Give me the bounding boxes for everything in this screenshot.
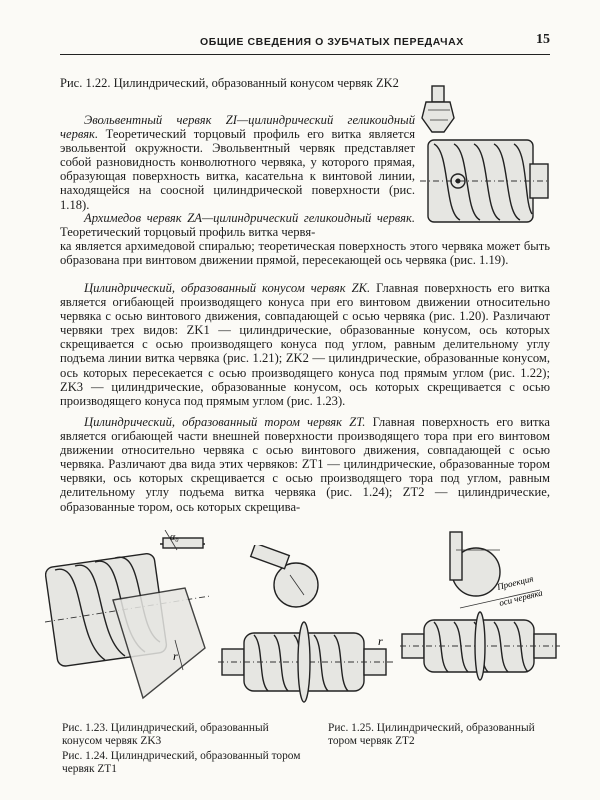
radius-symbol-1: r <box>173 649 178 663</box>
figure-caption-1-24: Рис. 1.24. Цилиндрический, образованный тором червяк ZT1 <box>62 750 301 775</box>
figure-1-25-illustration <box>400 530 560 695</box>
figure-1-22-illustration <box>420 82 550 232</box>
cone-tool-shape <box>422 86 454 132</box>
paragraph-involute-worm: Эвольвентный червяк ZI—цилиндрический геликоидный червяк. Теоретический торцовый профиль его витка является эвольвентой окружности. Эвольвентный червяк представляет собой разновидность конволютного червяка, у которого прямая, образующая поверхность витка, касательна к винтовой линии, находящейся на соосной цилиндрической поверхности (рис. 1.18). <box>60 113 415 212</box>
disk-tool-shape <box>113 530 205 698</box>
worm-body-shape <box>400 612 560 680</box>
worm-body-shape <box>218 622 393 702</box>
angle-symbol: α₀ <box>170 532 179 543</box>
figure-1-24-illustration <box>218 545 393 710</box>
torus-tool-shape <box>450 532 500 596</box>
paragraph-archimedean-worm-end: ка является архимедовой спиралью; теоретическая поверхность этого червяка может быть образована при винтовом движении прямой, пересекающей ось червяка (рис. 1.19). <box>60 239 550 268</box>
paragraph-torus-worm: Цилиндрический, образованный тором червяк ZT. Главная поверхность его витка является огибающей части внешней поверхности производящего тора при его винтовом движении относительно червяка с осью винтового движения, совпадающей с осью червяка. Различают два вида этих червяков: ZT1 — цилиндрические, образованные тором червяки, ось которых скрещивается с осью производящего тора под углом, равным делительному углу подъема витка червяка (рис. 1.24); ZT2 — цилиндрические, образованные тором, ось которых скрещива- <box>60 415 550 514</box>
page-number: 15 <box>536 32 550 47</box>
projection-label-2: оси червяка <box>498 587 544 608</box>
header-title: ОБЩИЕ СВЕДЕНИЯ О ЗУБЧАТЫХ ПЕРЕДАЧАХ <box>200 36 464 48</box>
running-header <box>60 34 550 55</box>
torus-tool-shape <box>251 545 318 607</box>
radius-symbol-2: r <box>378 634 383 648</box>
paragraph-cone-worm: Цилиндрический, образованный конусом червяк ZK. Главная поверхность его витка является огибающей производящего конуса при его винтовом движении относительно червяка с осью винтового движения, совпадающей с осью червяка (рис. 1.20). Различают червяки трех видов: ZK1 — цилиндрические, образованные конусом, ось которых скрещивается с осью производящего конуса под углом, равным делительному углу подъема линии витка червяка (рис. 1.21); ZK2 — цилиндрические, образованные конусом, ось которых пересекается с осью производящего конуса под прямым углом (рис. 1.22); ZK3 — цилиндрические, образованные конусом, ось которых скрещивается с осью производящего конуса под прямым углом (рис. 1.23). <box>60 281 550 408</box>
worm-body-shape <box>420 140 550 222</box>
figure-1-23-illustration <box>45 530 210 715</box>
figure-caption-1-23: Рис. 1.23. Цилиндрический, образованный конусом червяк ZK3 <box>62 722 269 747</box>
paragraph-archimedean-worm-start: Архимедов червяк ZA—цилиндрический геликоидный червяк. Теоретический торцовый профиль витка червя- <box>60 211 415 240</box>
figure-caption-1-22: Рис. 1.22. Цилиндрический, образованный конусом червяк ZK2 <box>60 76 399 90</box>
projection-label-1: Проекция <box>496 573 535 592</box>
figure-caption-1-25: Рис. 1.25. Цилиндрический, образованный тором червяк ZT2 <box>328 722 535 747</box>
